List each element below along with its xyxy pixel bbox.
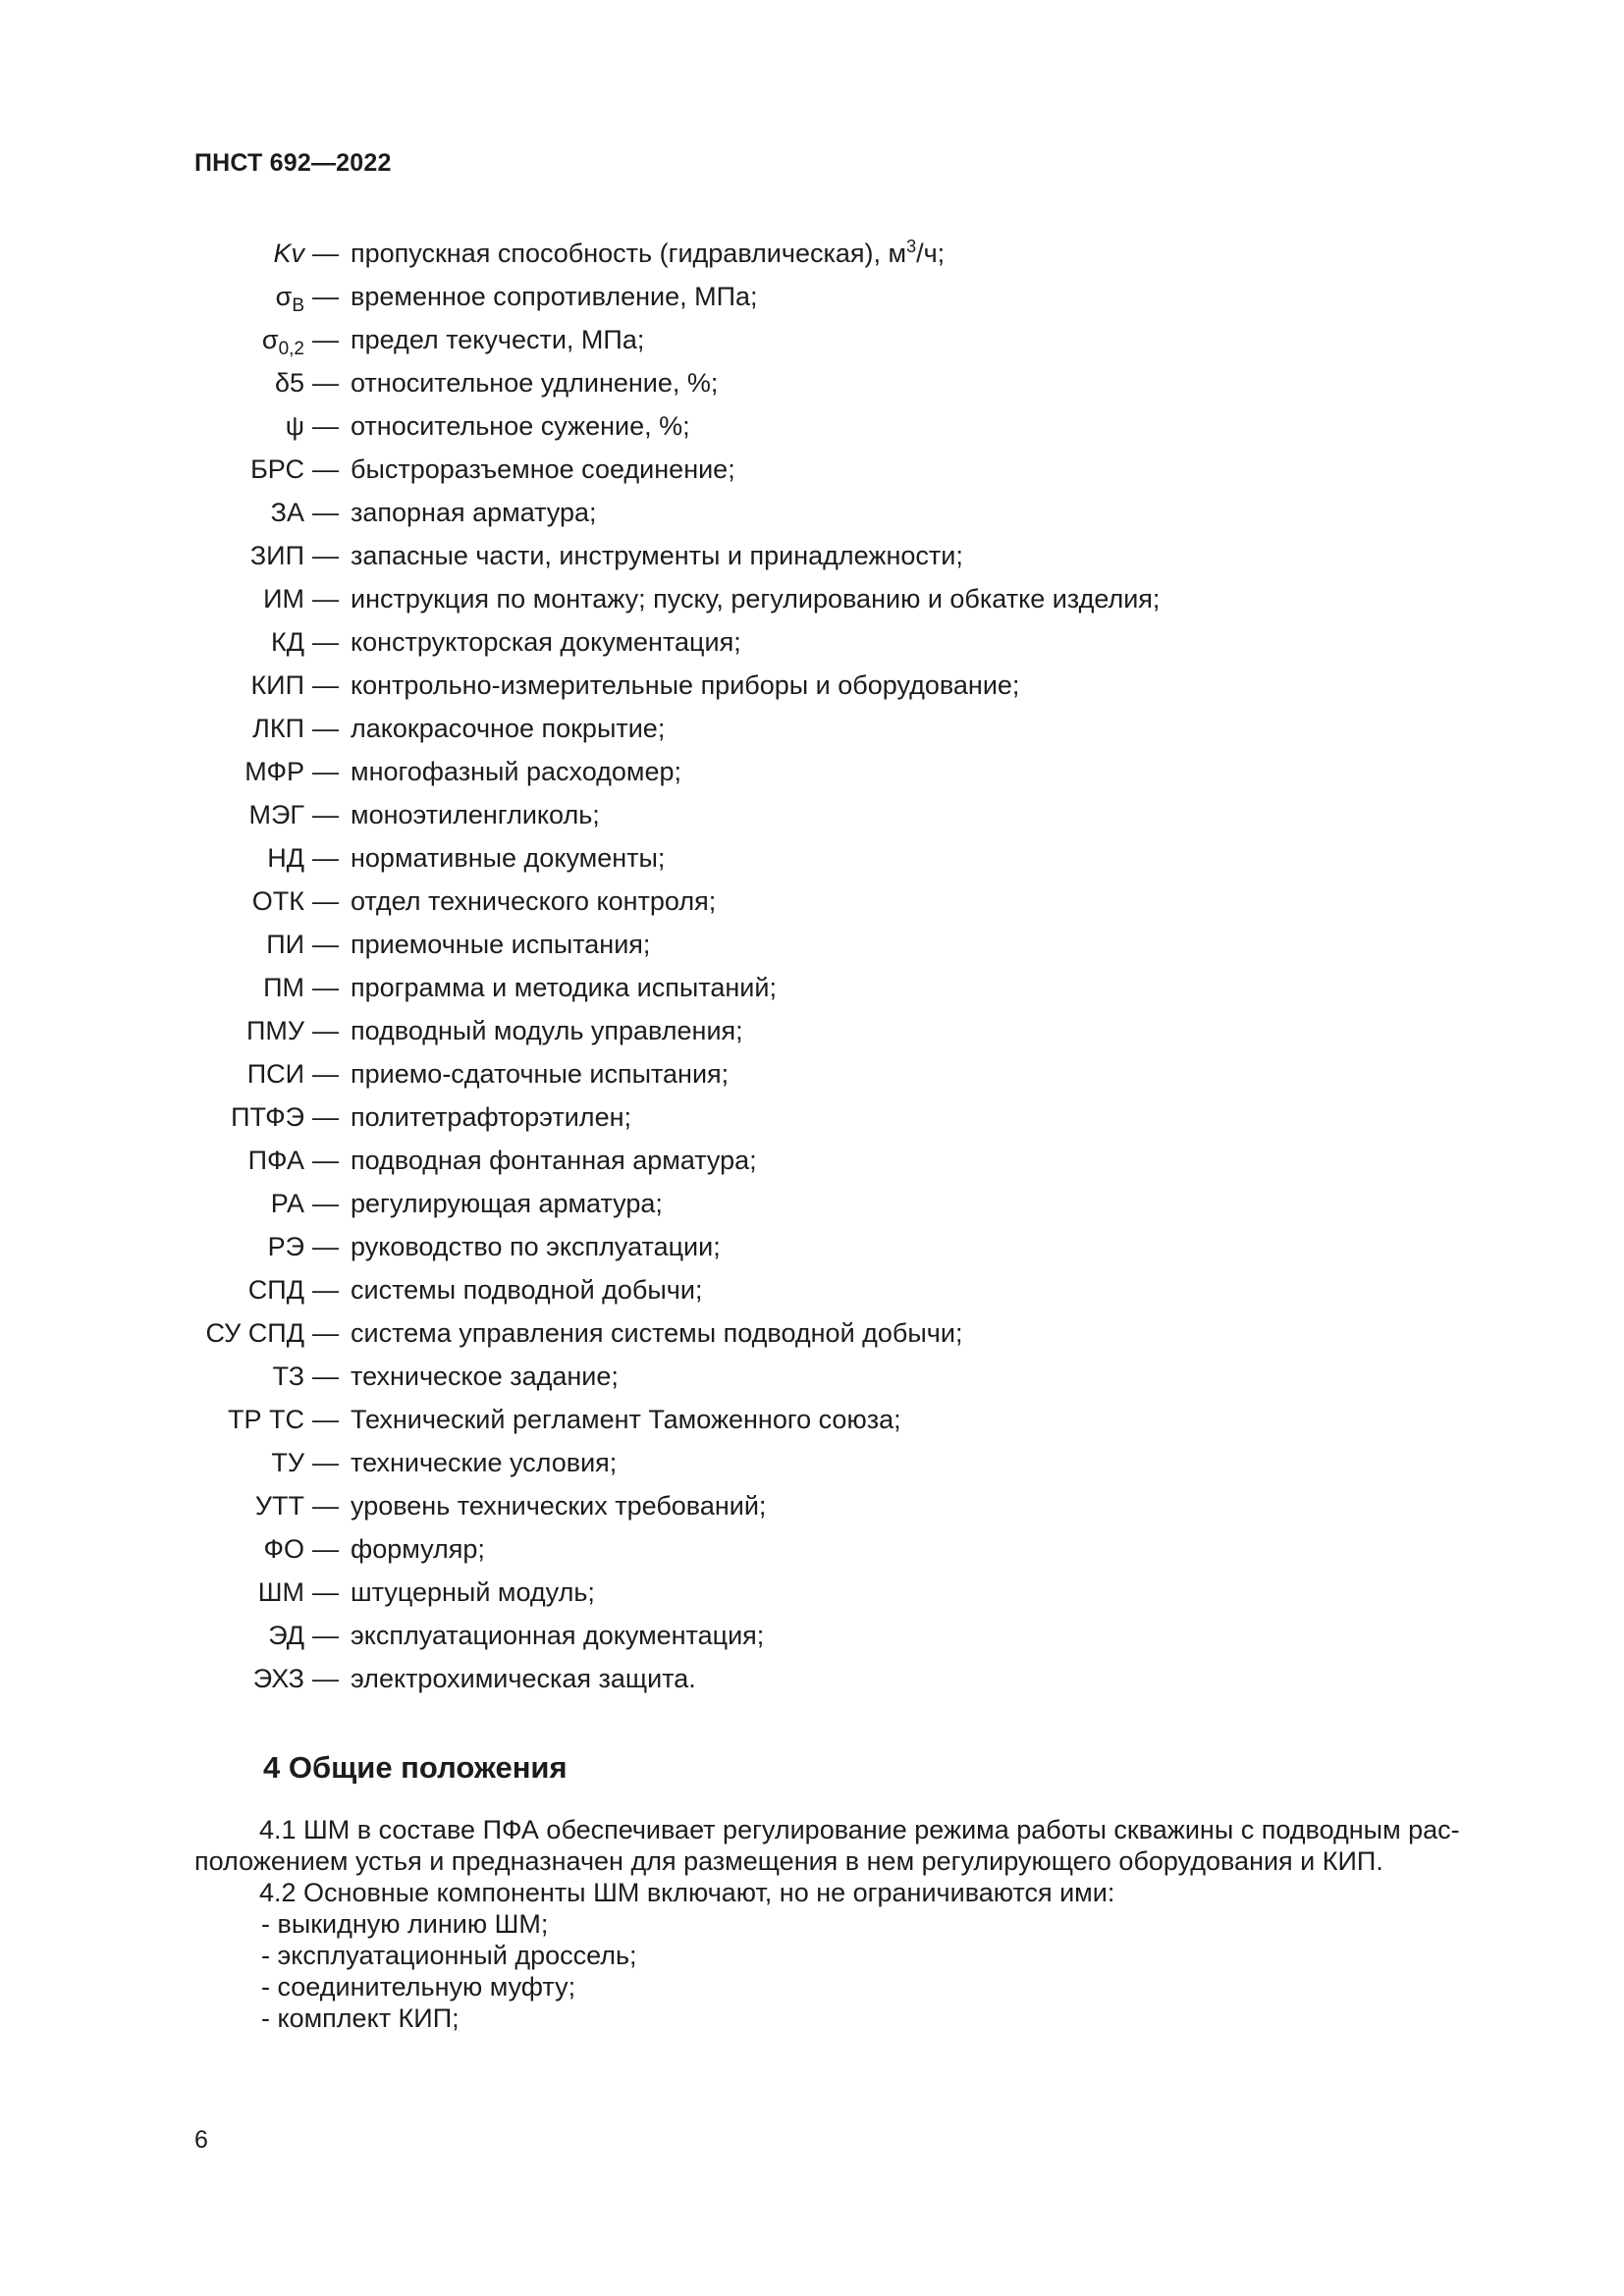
em-dash: — [312,325,339,354]
abbreviation-term-text: НД [267,843,304,873]
paragraph-4-2-text: 4.2 Основные компоненты ШМ включают, но не ограничиваются ими: [259,1878,1115,1907]
abbreviation-definition [351,232,945,275]
abbreviation-definition [351,793,600,836]
abbreviation-term-text: ФО [263,1534,304,1564]
abbreviation-term-text: ПМУ [245,1016,304,1045]
abbreviation-term [250,534,304,577]
abbreviation-term-text: РЭ [267,1232,304,1261]
abbreviation-row [0,1182,1624,1225]
abbreviation-term-text: БРС [250,454,304,484]
abbreviation-definition [351,966,777,1009]
em-dash: — [312,757,339,786]
abbreviation-definition-text: контрольно-измерительные приборы и оборудование; [351,670,1020,700]
abbreviation-definition [351,1398,901,1441]
abbreviation-definition [351,880,716,923]
abbreviation-definition [351,836,665,880]
abbreviation-definition-text: пропускная способность (гидравлическая), м [351,239,907,268]
em-dash: — [312,1102,339,1132]
abbreviation-term [248,1268,304,1311]
abbreviation-definition [351,1095,631,1139]
abbreviation-definition-text: руководство по эксплуатации; [351,1232,721,1261]
abbreviation-term [268,1614,304,1657]
em-dash: — [312,1059,339,1089]
abbreviation-row [0,620,1624,664]
abbreviation-term [271,1182,304,1225]
abbreviation-row [0,1441,1624,1484]
abbreviation-row [0,707,1624,750]
abbreviation-term [271,620,304,664]
abbreviation-row [0,750,1624,793]
abbreviation-term-text: ТЗ [272,1362,304,1391]
abbreviation-definition [351,707,665,750]
abbreviation-row [0,1355,1624,1398]
abbreviation-term-text: ЗИП [249,541,304,570]
abbreviation-term [266,923,304,966]
abbreviation-definition [351,1268,702,1311]
abbreviation-definition [351,1225,721,1268]
abbreviation-term [273,232,304,275]
abbreviation-term-text: КИП [250,670,304,700]
abbreviation-definition [351,1571,595,1614]
abbreviation-term-text: ЗА [270,498,304,527]
abbreviation-definition [351,1052,729,1095]
em-dash: — [312,584,339,614]
em-dash: — [312,1189,339,1218]
abbreviation-row [0,1009,1624,1052]
abbreviation-definition-text: технические условия; [351,1448,618,1477]
abbreviation-definition-text: отдел технического контроля; [351,886,717,916]
abbreviation-term [246,1009,304,1052]
em-dash: — [312,886,339,916]
abbreviation-term-text: МЭГ [248,800,304,829]
abbreviation-row [0,1052,1624,1095]
abbreviation-row [0,966,1624,1009]
abbreviation-term-text: ПСИ [246,1059,304,1089]
abbreviation-definition [351,275,758,318]
abbreviation-definition [351,491,597,534]
abbreviation-term-text: ЭД [268,1621,304,1650]
abbreviation-term-text: РА [270,1189,304,1218]
em-dash: — [312,454,339,484]
abbreviation-definition [351,750,681,793]
abbreviation-definition [351,664,1019,707]
abbreviation-row [0,1484,1624,1527]
abbreviation-term-text: σ [261,325,279,354]
list-item: - выкидную линию ШМ; [261,1909,549,1939]
abbreviation-term [271,491,304,534]
em-dash: — [312,541,339,570]
abbreviation-term [228,1398,304,1441]
em-dash: — [312,1275,339,1305]
abbreviation-definition [351,1355,619,1398]
abbreviation-term [267,836,304,880]
abbreviation-row [0,361,1624,404]
abbreviation-term [275,361,304,404]
abbreviation-row [0,534,1624,577]
abbreviation-row [0,448,1624,491]
abbreviation-term-text: ШМ [257,1577,304,1607]
em-dash: — [312,1491,339,1521]
abbreviation-term-text: Kv [273,239,304,268]
abbreviation-row [0,1139,1624,1182]
abbreviations-list [0,232,1624,1700]
abbreviation-row [0,318,1624,361]
em-dash: — [312,282,339,311]
abbreviation-term-text: ЭХЗ [252,1664,304,1693]
abbreviation-term-text: ПТФЭ [231,1102,304,1132]
abbreviation-definition-text: системы подводной добычи; [351,1275,703,1305]
abbreviation-row [0,923,1624,966]
abbreviation-term [263,966,304,1009]
abbreviation-row [0,1225,1624,1268]
list-item: - комплект КИП; [261,2003,460,2033]
em-dash: — [312,627,339,657]
abbreviation-term [286,404,304,448]
abbreviation-definition [351,361,718,404]
abbreviation-definition [351,1139,757,1182]
abbreviation-definition [351,404,690,448]
abbreviation-definition-text: формуляр; [351,1534,485,1564]
abbreviation-definition [351,318,644,361]
document-header: ПНСТ 692—2022 [194,149,392,177]
abbreviation-term [255,1484,304,1527]
abbreviation-row [0,1527,1624,1571]
abbreviation-definition-text: запорная арматура; [351,498,597,527]
abbreviation-definition [351,1614,764,1657]
em-dash: — [312,1318,339,1348]
abbreviation-term [276,275,304,318]
abbreviation-term [263,577,304,620]
list-item: - соединительную муфту; [261,1972,576,2002]
em-dash: — [312,411,339,441]
abbreviation-term-text: δ5 [274,368,304,398]
abbreviation-row [0,836,1624,880]
em-dash: — [312,930,339,959]
abbreviation-definition [351,534,963,577]
abbreviation-term [250,664,304,707]
abbreviation-definition [351,1527,485,1571]
abbreviation-term-subscript: 0,2 [278,339,304,359]
abbreviation-definition-tail: /ч; [916,239,946,268]
page-number: 6 [194,2126,208,2154]
abbreviation-definition [351,1657,696,1700]
abbreviation-row [0,1095,1624,1139]
abbreviation-term-text: ОТК [251,886,304,916]
abbreviation-term-text: ТУ [271,1448,304,1477]
abbreviation-definition-text: штуцерный модуль; [351,1577,595,1607]
abbreviation-term [248,1139,304,1182]
abbreviation-row [0,880,1624,923]
abbreviation-term-text: СПД [247,1275,304,1305]
em-dash: — [312,800,339,829]
em-dash: — [312,1362,339,1391]
abbreviation-definition [351,577,1160,620]
abbreviation-definition-text: запасные части, инструменты и принадлежности; [351,541,963,570]
em-dash: — [312,1146,339,1175]
abbreviation-term-subscript: В [292,295,304,316]
abbreviation-definition-text: уровень технических требований; [351,1491,767,1521]
abbreviation-row [0,1614,1624,1657]
abbreviation-term [271,1441,304,1484]
abbreviation-row [0,664,1624,707]
em-dash: — [312,1534,339,1564]
abbreviation-row [0,491,1624,534]
em-dash: — [312,714,339,743]
abbreviation-term-text: ЛКП [252,714,304,743]
em-dash: — [312,1405,339,1434]
abbreviation-definition-text: приемочные испытания; [351,930,651,959]
abbreviation-row [0,577,1624,620]
abbreviation-definition [351,1009,743,1052]
abbreviation-term [253,1657,304,1700]
abbreviation-term [262,318,304,361]
abbreviation-definition-text: моноэтиленгликоль; [351,800,600,829]
list-item: - эксплуатационный дроссель; [261,1941,637,1970]
abbreviation-definition [351,620,741,664]
paragraph-4-1-text-1: 4.1 ШМ в составе ПФА обеспечивает регулирование режима работы скважины с подводным рас- [259,1815,1460,1844]
abbreviation-term-text: ТР ТС [228,1405,304,1434]
em-dash: — [312,973,339,1002]
paragraph-4-2 [194,1877,1510,1908]
abbreviation-definition-text: конструкторская документация; [351,627,741,657]
abbreviation-term-text: ПМ [263,973,304,1002]
em-dash: — [312,1448,339,1477]
abbreviation-term [268,1225,304,1268]
paragraph-4-1-text-2: положением устья и предназначен для размещения в нем регулирующего оборудования и КИП. [194,1846,1383,1876]
abbreviation-row [0,275,1624,318]
em-dash: — [312,1016,339,1045]
abbreviation-definition-text: Технический регламент Таможенного союза; [351,1405,901,1434]
em-dash: — [312,498,339,527]
abbreviation-term-text: ПИ [266,930,304,959]
abbreviation-definition-text: политетрафторэтилен; [351,1102,631,1132]
em-dash: — [312,1664,339,1693]
paragraph-4-1-line-2 [194,1845,1510,1877]
abbreviation-term [250,448,304,491]
abbreviation-row [0,1398,1624,1441]
abbreviation-definition-text: система управления системы подводной добычи; [351,1318,963,1348]
abbreviation-definition-text: эксплуатационная документация; [351,1621,765,1650]
abbreviation-definition-text: подводный модуль управления; [351,1016,743,1045]
em-dash: — [312,1577,339,1607]
abbreviation-definition-text: быстроразъемное соединение; [351,454,735,484]
abbreviation-term-text: σ [275,282,293,311]
abbreviation-row [0,1657,1624,1700]
abbreviation-term-text: ψ [285,411,304,441]
abbreviation-definition-text: электрохимическая защита. [351,1664,696,1693]
abbreviation-definition-text: относительное удлинение, %; [351,368,719,398]
abbreviation-definition-text: инструкция по монтажу; пуску, регулированию и обкатке изделия; [351,584,1161,614]
paragraph-4-1-line-1 [194,1814,1510,1845]
abbreviation-definition-text: относительное сужение, %; [351,411,690,441]
abbreviation-definition-text: предел текучести, МПа; [351,325,645,354]
abbreviation-definition-text: регулирующая арматура; [351,1189,663,1218]
abbreviation-definition-text: многофазный расходомер; [351,757,681,786]
abbreviation-term-text: КД [270,627,304,657]
abbreviation-row [0,1311,1624,1355]
abbreviation-term [247,1052,304,1095]
abbreviation-row [0,232,1624,275]
abbreviation-term [258,1571,304,1614]
abbreviation-term-text: МФР [244,757,304,786]
abbreviation-term-text: ИМ [263,584,304,614]
abbreviation-definition-text: техническое задание; [351,1362,619,1391]
abbreviation-term [252,707,304,750]
abbreviation-definition-superscript: 3 [906,237,917,256]
abbreviation-definition [351,923,650,966]
abbreviation-definition [351,448,735,491]
em-dash: — [312,1232,339,1261]
abbreviation-definition [351,1311,962,1355]
em-dash: — [312,843,339,873]
abbreviation-term [231,1095,304,1139]
em-dash: — [312,368,339,398]
abbreviation-definition [351,1182,663,1225]
abbreviation-row [0,1571,1624,1614]
abbreviation-term-text: СУ СПД [205,1318,304,1348]
abbreviation-definition-text: программа и методика испытаний; [351,973,777,1002]
abbreviation-term [244,750,304,793]
abbreviation-row [0,404,1624,448]
section-title: 4 Общие положения [263,1750,568,1785]
abbreviation-term [263,1527,304,1571]
abbreviation-definition-text: нормативные документы; [351,843,666,873]
abbreviation-term [206,1311,304,1355]
em-dash: — [312,670,339,700]
em-dash: — [312,239,339,268]
em-dash: — [312,1621,339,1650]
abbreviation-term [252,880,304,923]
abbreviation-definition [351,1484,766,1527]
abbreviation-term [273,1355,305,1398]
abbreviation-definition-text: временное сопротивление, МПа; [351,282,758,311]
abbreviation-term-text: УТТ [254,1491,304,1521]
abbreviation-definition-text: лакокрасочное покрытие; [351,714,666,743]
abbreviation-term-text: ПФА [247,1146,304,1175]
abbreviation-row [0,793,1624,836]
abbreviation-term [248,793,304,836]
abbreviation-definition-text: приемо-сдаточные испытания; [351,1059,730,1089]
abbreviation-definition-text: подводная фонтанная арматура; [351,1146,757,1175]
abbreviation-definition [351,1441,617,1484]
abbreviation-row [0,1268,1624,1311]
